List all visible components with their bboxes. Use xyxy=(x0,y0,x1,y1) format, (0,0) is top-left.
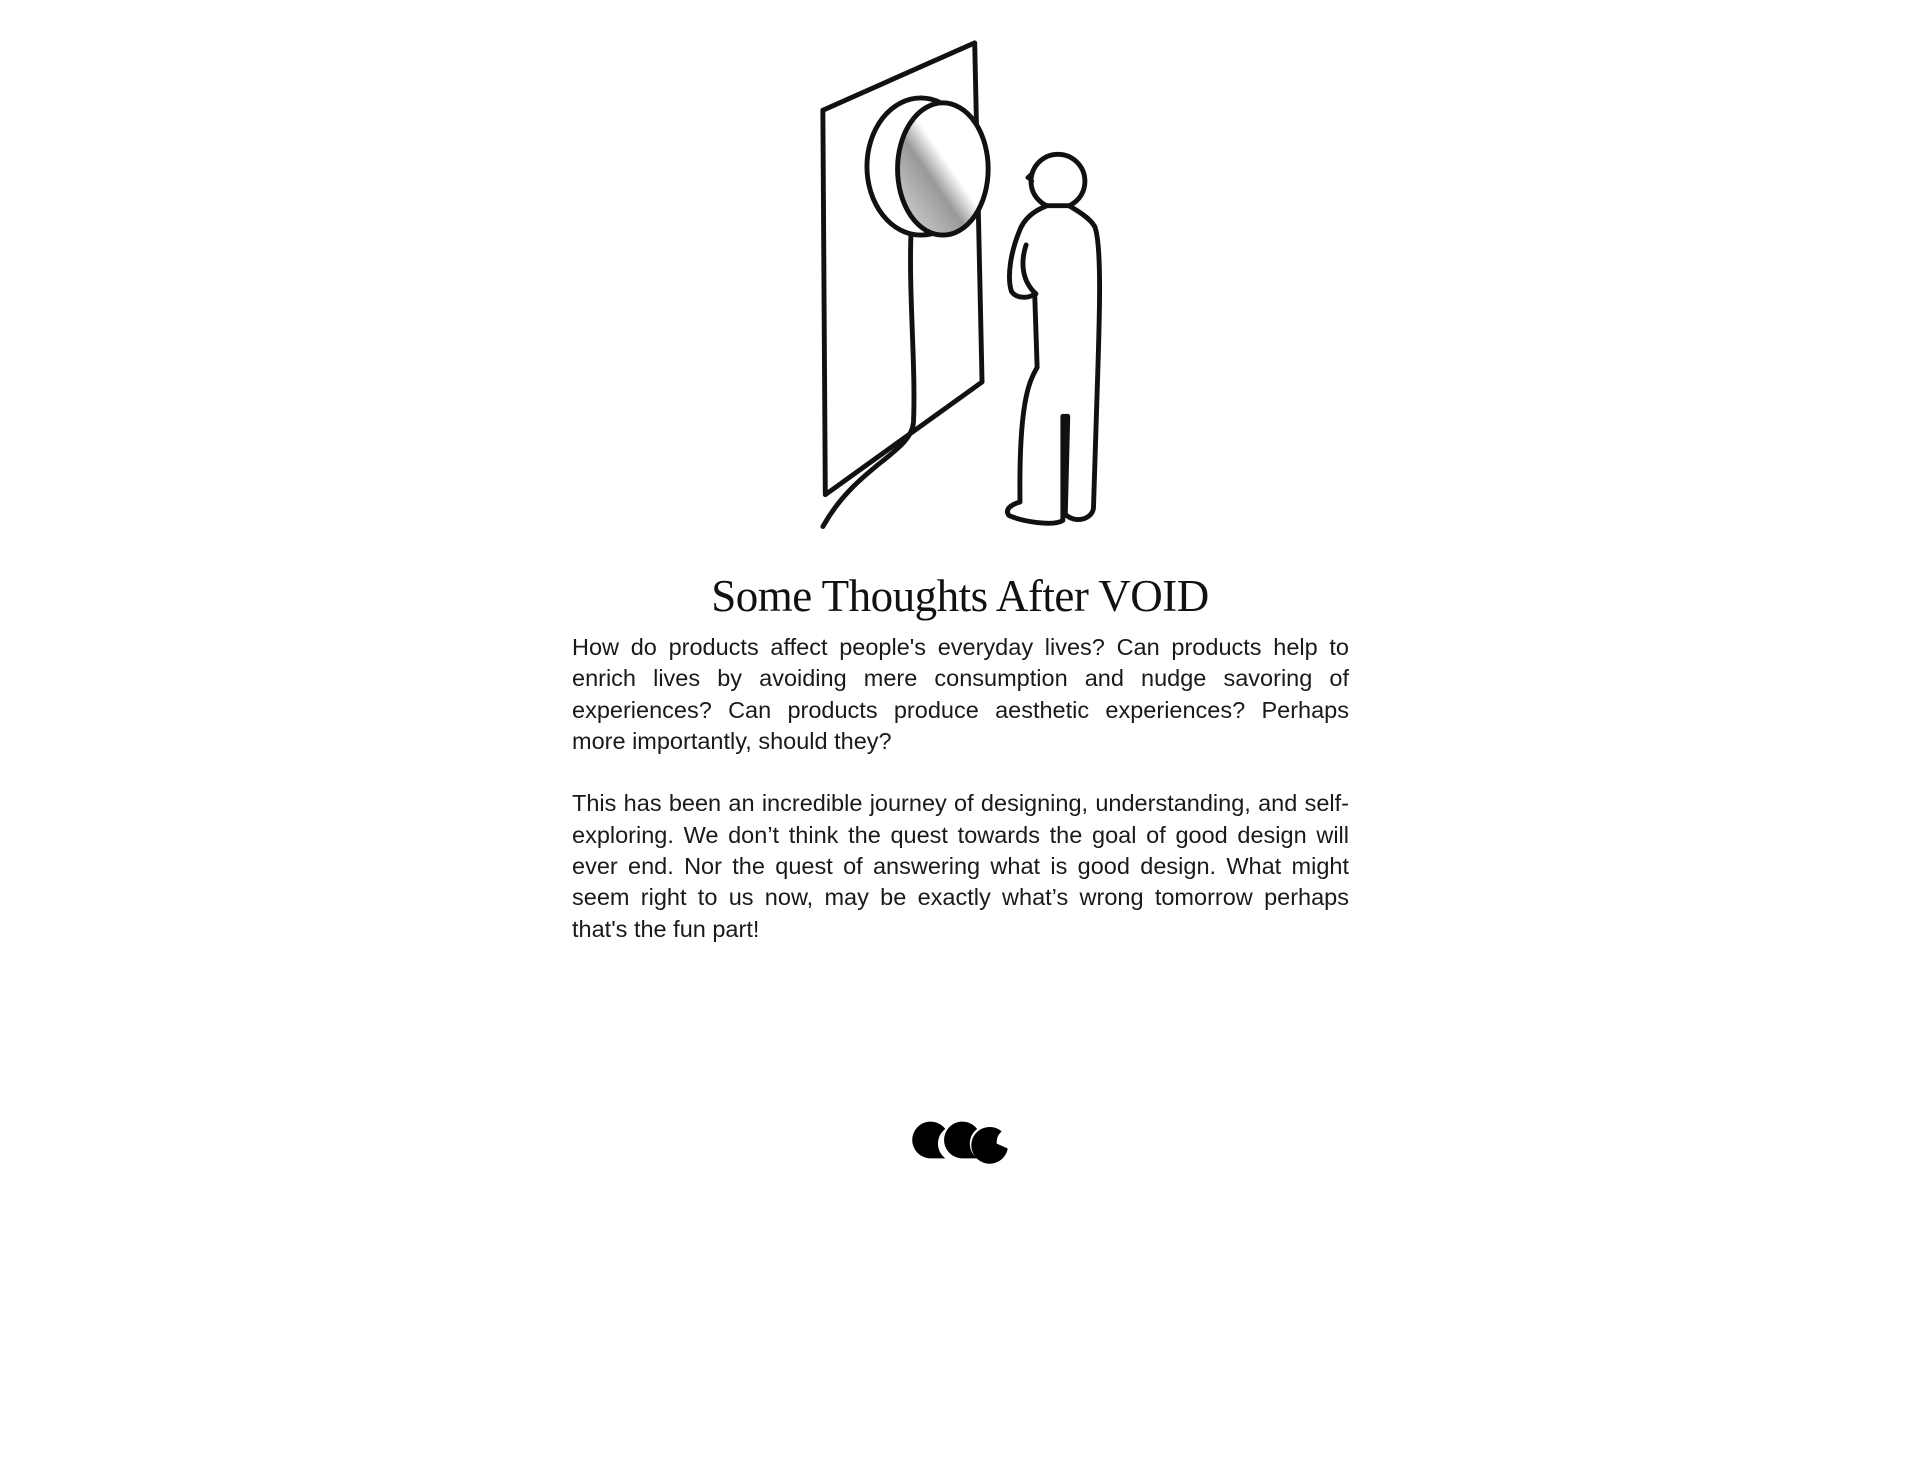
logo-circle-1 xyxy=(912,1122,945,1159)
cable xyxy=(823,233,914,527)
logo-mark xyxy=(912,1122,1008,1164)
mirror-face xyxy=(898,103,989,235)
person-body xyxy=(1007,206,1099,523)
paragraph: This has been an incredible journey of designing, understanding, and self-exploring. We don’t think the quest towards the goal of good design will ever end. Nor the quest of answering what is good design. What might seem right to us now, may be exactly what’s wrong tomorrow perhaps that's the fun part! xyxy=(572,790,1349,942)
article-body xyxy=(572,632,1349,976)
page-title: Some Thoughts After VOID xyxy=(711,571,1209,621)
paragraph: How do products affect people's everyday lives? Can products help to enrich lives by avoiding mere consumption and nudge savoring of experiences? Can products produce aesthetic experiences? Perhaps more importantly, should they? xyxy=(572,634,1349,754)
person-head xyxy=(1031,154,1085,208)
logo-circle-3 xyxy=(971,1127,1007,1164)
